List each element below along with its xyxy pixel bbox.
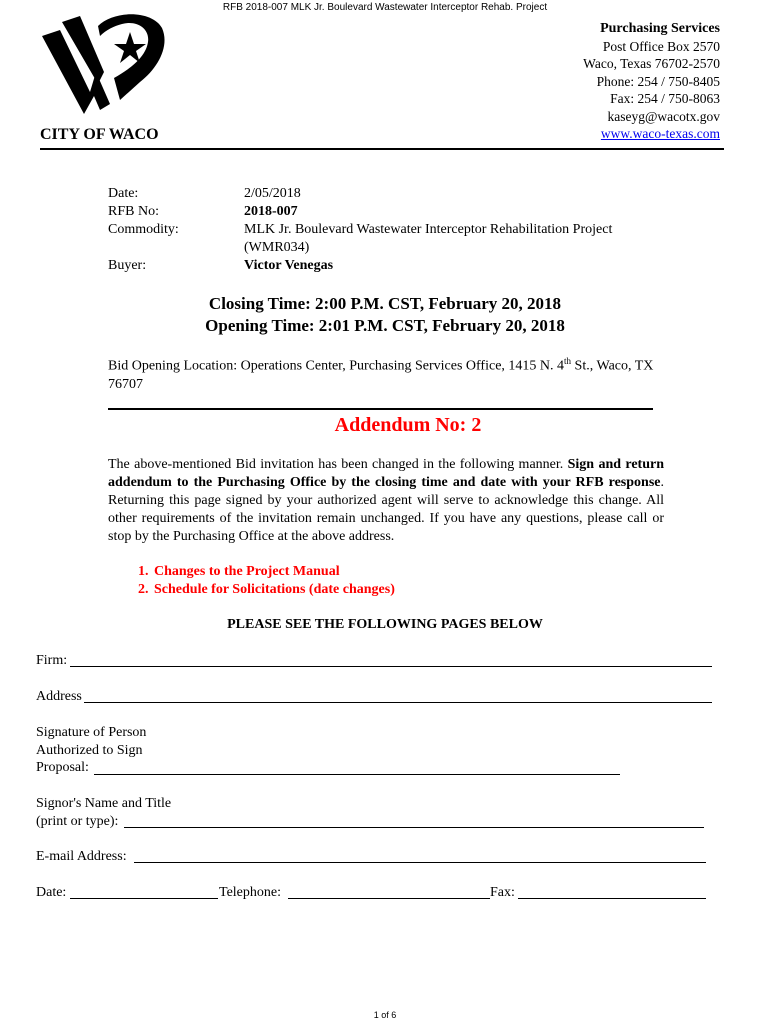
signature-label-line: Signature of Person [36, 725, 147, 740]
fax-field[interactable] [518, 898, 706, 899]
see-following-pages: PLEASE SEE THE FOLLOWING PAGES BELOW [227, 617, 543, 632]
opening-time: Opening Time: 2:01 P.M. CST, February 20, 2018 [205, 316, 565, 335]
contact-line: Waco, Texas 76702-2570 [583, 56, 720, 71]
contact-line: Fax: 254 / 750-8063 [610, 91, 720, 106]
meta-values [244, 185, 674, 275]
fax-label: Fax: [490, 885, 515, 900]
rfb-value: 2018-007 [244, 204, 298, 219]
city-of-waco-logo [40, 12, 168, 114]
header-divider [40, 148, 724, 150]
notice-instruction: Sign and return addendum to the Purchasing Office by the closing time and date with your RFB response [108, 457, 664, 490]
bid-opening-location [108, 352, 668, 394]
firm-field[interactable] [70, 666, 712, 667]
time-block [0, 293, 770, 337]
addendum-title: Addendum No: 2 [334, 414, 482, 436]
changes-list [108, 563, 395, 599]
date-field[interactable] [70, 898, 218, 899]
date-label: Date: [108, 186, 139, 201]
city-name: CITY OF WACO [40, 126, 159, 143]
address-label: Address [36, 689, 82, 704]
date-field-label: Date: [36, 885, 67, 900]
notice-text: The above-mentioned Bid invitation has been changed in the following manner. [108, 457, 568, 472]
location-text: Bid Opening Location: Operations Center, Purchasing Services Office, 1415 N. 4 [108, 358, 565, 374]
date-value: 2/05/2018 [244, 186, 301, 201]
page-number: 1 of 6 [373, 1010, 397, 1020]
address-field[interactable] [84, 702, 712, 703]
signor-label [36, 795, 171, 830]
contact-email: kaseyg@wacotx.gov [607, 108, 720, 124]
contact-line: Phone: 254 / 750-8405 [596, 73, 720, 89]
buyer-label: Buyer: [108, 258, 147, 273]
signature-label-line: Authorized to Sign [36, 742, 143, 758]
meta-labels [108, 185, 179, 275]
commodity-value: MLK Jr. Boulevard Wastewater Interceptor Rehabilitation Project (WMR034) [244, 222, 613, 255]
change-item: 1. Changes to the Project Manual [152, 563, 395, 581]
commodity-label: Commodity: [108, 222, 179, 237]
closing-time: Closing Time: 2:00 P.M. CST, February 20, 2018 [208, 294, 562, 313]
section-divider [108, 408, 653, 410]
notice-text-end: . Returning this page signed by your authorized agent will serve to acknowledge this change. All other requirements of the invitation remain unchanged. If you have any questions, please call or stop by the Purchasing Office at the above address. [108, 475, 664, 544]
email-label: E-mail Address: [36, 849, 127, 864]
telephone-field[interactable] [288, 898, 490, 899]
signature-field[interactable] [94, 774, 620, 775]
contact-block [583, 20, 720, 143]
running-header: RFB 2018-007 MLK Jr. Boulevard Wastewater Interceptor Rehab. Project [222, 2, 548, 13]
department-name: Purchasing Services [600, 21, 720, 36]
website-link[interactable]: www.waco-texas.com [600, 126, 720, 141]
firm-label: Firm: [36, 653, 68, 668]
change-item: 2. Schedule for Solicitations (date changes) [152, 581, 395, 599]
signor-label-line: Signor's Name and Title [36, 796, 172, 811]
location-text-end: St., Waco, TX 76707 [108, 358, 654, 392]
contact-line: Post Office Box 2570 [602, 38, 720, 54]
rfb-label: RFB No: [108, 204, 159, 219]
signor-label-line: (print or type): [36, 813, 119, 829]
notice-paragraph [108, 456, 664, 546]
location-ordinal: th [564, 356, 572, 366]
signature-label [36, 724, 146, 777]
signature-label-line: Proposal: [36, 760, 89, 775]
email-field[interactable] [134, 862, 706, 863]
buyer-value: Victor Venegas [244, 258, 334, 273]
signor-name-field[interactable] [124, 827, 704, 828]
telephone-label: Telephone: [219, 885, 281, 900]
